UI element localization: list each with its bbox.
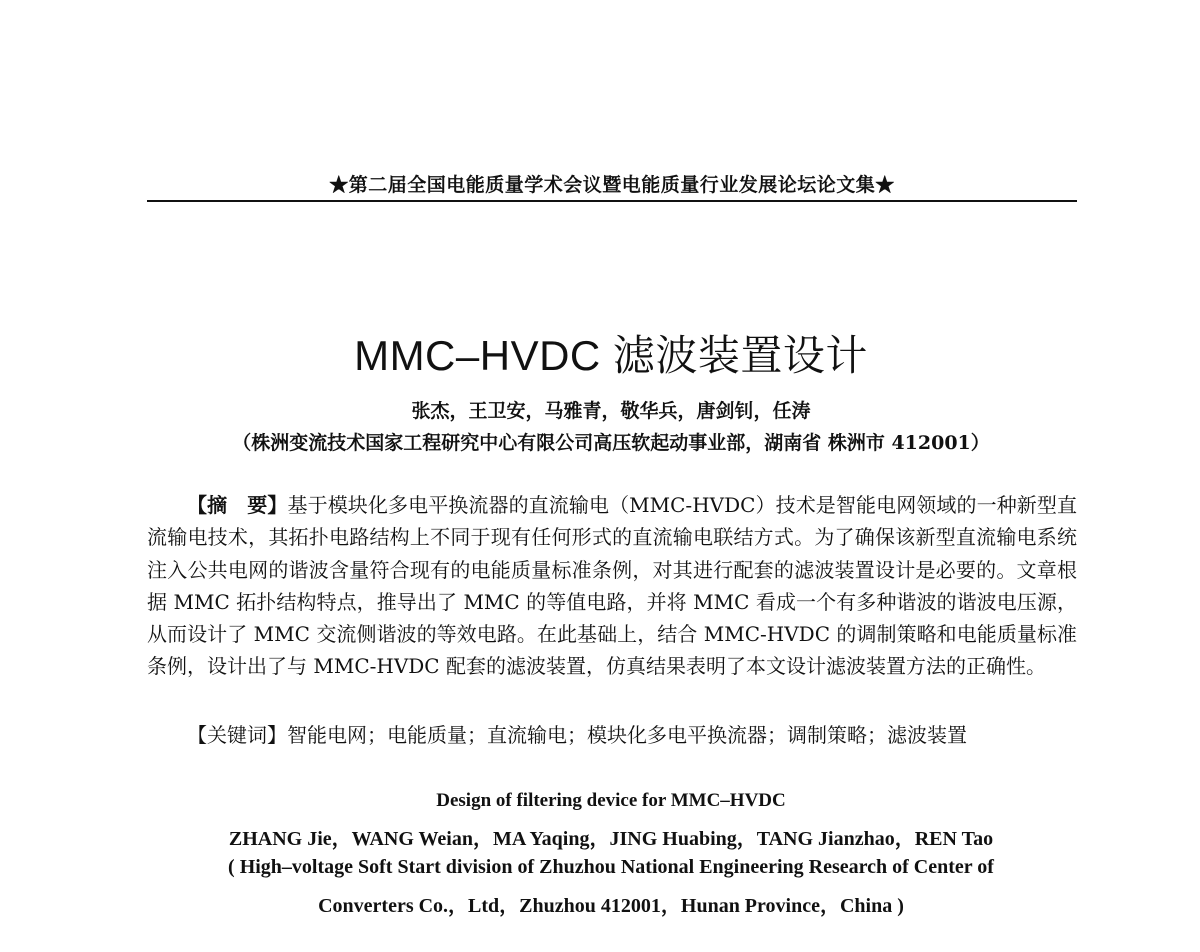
english-title: Design of filtering device for MMC–HVDC <box>436 790 786 811</box>
abstract-label: 【摘 要】 <box>187 493 288 517</box>
keywords-text: 智能电网；电能质量；直流输电；模块化多电平换流器；调制策略；滤波装置 <box>287 723 967 747</box>
abstract-text: 基于模块化多电平换流器的直流输电（MMC-HVDC）技术是智能电网领域的一种新型直流输电技术，其拓扑电路结构上不同于现有任何形式的直流输电联结方式。为了确保该新型直流输电系统注入公共电网的谐波含量符合现有的电能质量标准条例，对其进行配套的滤波装置设计是必要的。文章根据 MMC 拓扑结构特点，推导出了 MMC 的等值电路，并将 MMC 看成一个有多种谐波的谐波电压源，从而设计了 MMC 交流侧谐波的等效电路。在此基础上，结合 MMC-HVDC 的调制策略和电能质量标准条例，设计出了与 MMC-HVDC 配套的滤波装置，仿真结果表明了本文设计滤波装置方法的正确性。 <box>147 493 1077 679</box>
paper-title: MMC–HVDC 滤波装置设计 <box>354 332 868 379</box>
english-affiliation-line1: ( High–voltage Soft Start division of Zhuzhou National Engineering Research of Center of <box>228 856 994 878</box>
english-affiliation-line2: Converters Co.，Ltd，Zhuzhou 412001，Hunan Province，China ) <box>318 895 904 917</box>
keywords-label: 【关键词】 <box>187 723 287 747</box>
running-header: ★第二届全国电能质量学术会议暨电能质量行业发展论坛论文集★ <box>329 174 895 196</box>
author-list: 张杰，王卫安，马雅青，敬华兵，唐剑钊，任涛 <box>411 400 811 422</box>
abstract <box>147 489 1077 683</box>
english-authors: ZHANG Jie，WANG Weian，MA Yaqing，JING Huabing，TANG Jianzhao，REN Tao <box>228 828 994 850</box>
header-rule <box>147 200 1077 202</box>
keywords <box>147 719 1077 751</box>
affiliation: （株洲变流技术国家工程研究中心有限公司高压软起动事业部，湖南省 株洲市 412001） <box>232 432 990 454</box>
